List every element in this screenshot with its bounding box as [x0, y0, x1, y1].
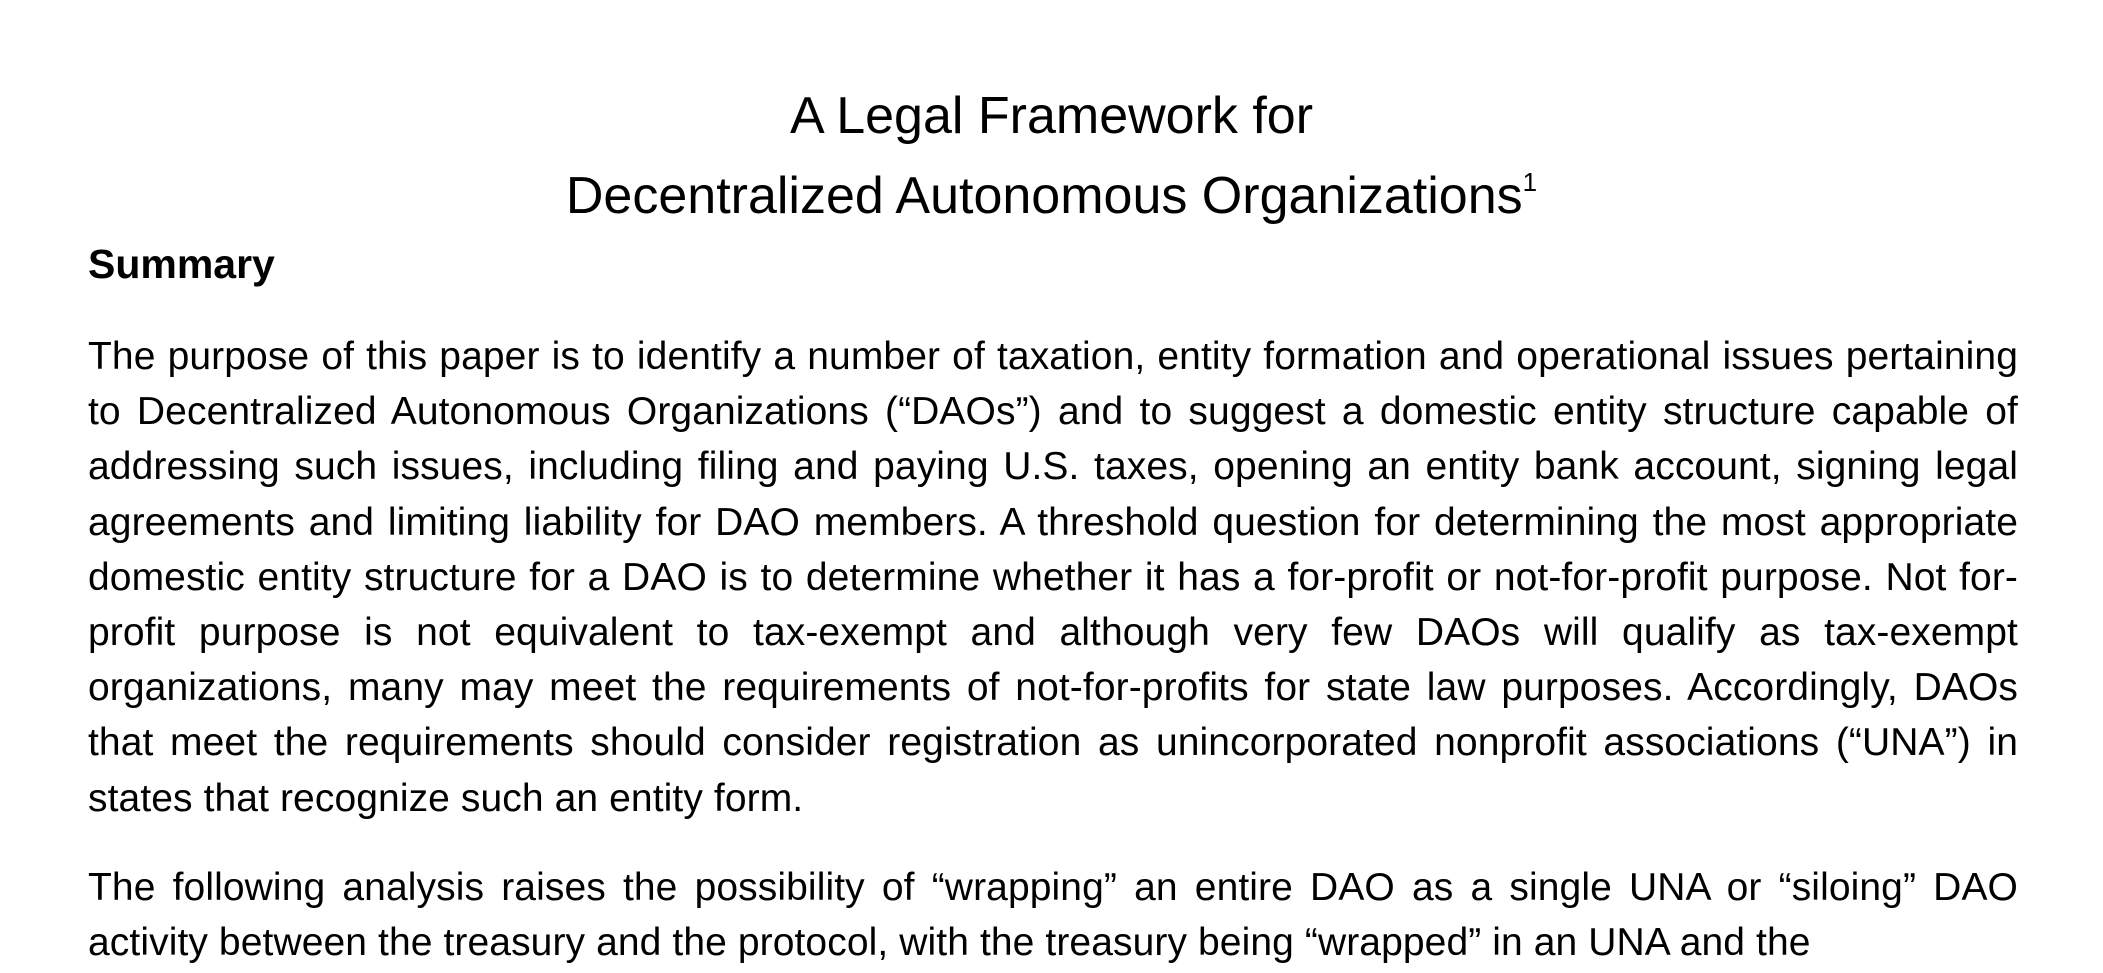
summary-paragraph-1: The purpose of this paper is to identify a number of taxation, entity formation and operational issues pertaining to Decentralized Autonomous Organizations (“DAOs”) and to suggest a domestic entity structure capable of addressing such issues, including filing and paying U.S. taxes, opening an entity bank account, signing legal agreements and limiting liability for DAO members. A threshold question for determining the most appropriate domestic entity structure for a DAO is to determine whether it has a for-profit or not-for-profit purpose. Not for-profit purpose is not equivalent to tax-exempt and although very few DAOs will qualify as tax-exempt organizations, many may meet the requirements of not-for-profits for state law purposes. Accordingly, DAOs that meet the requirements should consider registration as unincorporated nonprofit associations (“UNA”) in states that recognize such an entity form. [88, 335, 2018, 820]
summary-paragraph-2: The following analysis raises the possibility of “wrapping” an entire DAO as a single UNA or “siloing” DAO activity between the treasury and the protocol, with the treasury being “wrapped” in an UNA and the [88, 866, 2018, 965]
title-text-line-1: A Legal Framework for [789, 87, 1314, 145]
title-footnote-marker[interactable]: 1 [1522, 167, 1538, 197]
document-title-line-1 [0, 86, 2103, 146]
document-title-line-2 [0, 166, 2103, 226]
section-heading-summary: Summary [88, 241, 275, 287]
title-text-line-2: Decentralized Autonomous Organizations [565, 167, 1523, 225]
